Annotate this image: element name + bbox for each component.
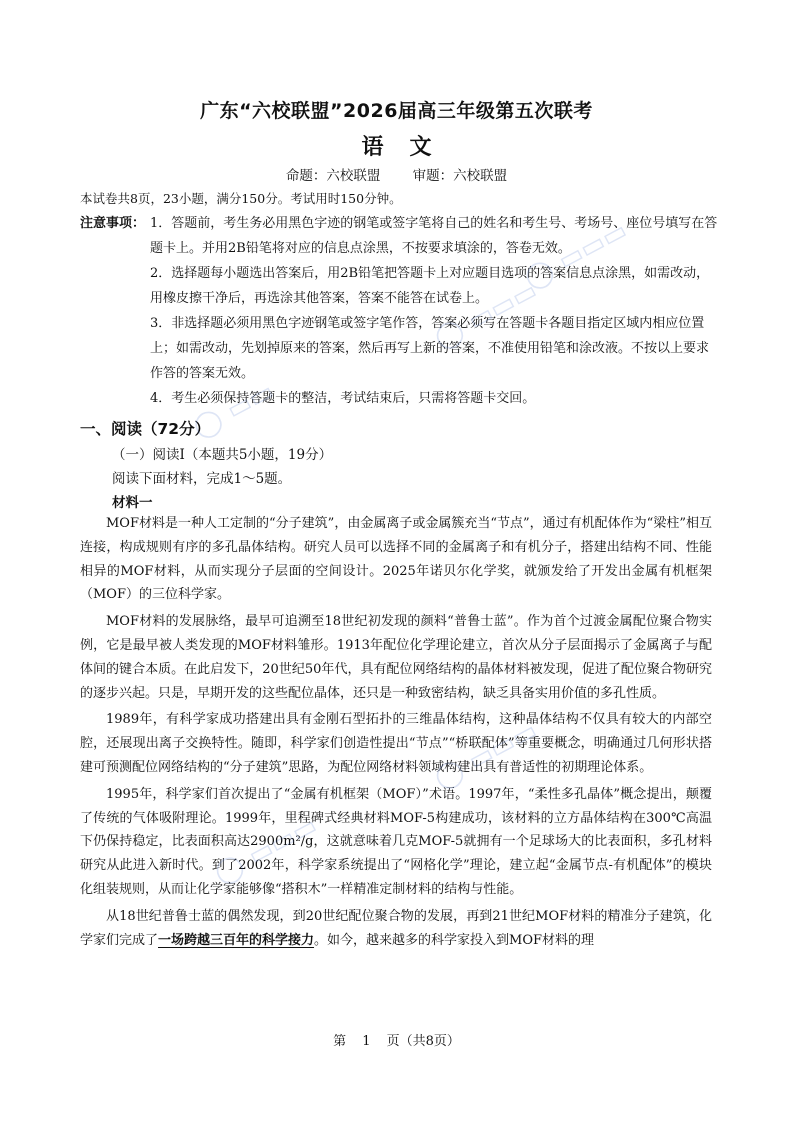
paragraph-text: 从18世纪普鲁士蓝的偶然发现，到20世纪配位聚合物的发展，再到21世纪MOF材料的精准分子建筑，化学家们完成了: [80, 908, 712, 948]
material-label: 材料一: [112, 495, 153, 511]
notice-block: [80, 211, 720, 411]
paragraph: MOF材料的发展脉络，最早可追溯至18世纪初发现的颜料“普鲁士蓝”。作为首个过渡金属配位聚合物实例，它是最早被人类发现的MOF材料雏形。1913年配位化学理论建立，首次从分子层面揭示了金属离子与配体间的键合本质。在此启发下，20世纪50年代，具有配位网络结构的晶体材料被发现，促进了配位聚合物研究的逐步兴起。只是，早期开发的这些配位晶体，还只是一种致密结构，缺乏具备实用价值的多孔性质。: [80, 614, 712, 701]
watermark-stamp: ◯ ▭▭▭: [429, 275, 543, 355]
watermark-stamp: ◯ ▭▭▭: [209, 810, 323, 890]
instruction-text: 阅读下面材料，完成1～5题。: [112, 471, 292, 487]
section-heading: 一、阅读（72分）: [80, 420, 211, 438]
emphasized-phrase: 一场跨越三百年的科学接力: [158, 932, 315, 948]
page-footer: [0, 1030, 793, 1049]
paragraph: MOF材料是一种人工定制的“分子建筑”，由金属离子或金属簇充当“节点”，通过有机配体作为“梁柱”相互连接，构成规则有序的多孔晶体结构。研究人员可以选择不同的金属离子和有机分子，搭建出结构不同、性能相异的MOF材料，从而实现分子层面的空间设计。2025年诺贝尔化学奖，就颁发给了开发出金属有机框架（MOF）的三位科学家。: [80, 516, 712, 603]
watermark-stamp: ◯ ▭▭: [188, 376, 280, 444]
paragraph: [80, 905, 712, 953]
notice-item: 3．非选择题必须用黑色字迹钢笔或签字笔作答，答案必须写在答题卡各题目指定区域内相应位置上；如需改动，先划掉原来的答案，然后再写上新的答案，不准使用铅笔和涂改液。不按以上要求作答的答案无效。: [150, 316, 710, 381]
exam-intro: 本试卷共8页，23小题，满分150分。考试用时150分钟。: [80, 191, 402, 206]
paragraph: 1989年，有科学家成功搭建出具有金刚石型拓扑的三维晶体结构，这种晶体结构不仅具有较大的内部空腔，还展现出离子交换特性。随即，科学家们创造性提出“节点”“桥联配体”等重要概念，明确通过几何形状搭建可预测配位网络结构的“分子建筑”思路，为配位网络材料领域构建出具有普适性的初期理论体系。: [80, 712, 712, 775]
article-body: [80, 512, 712, 952]
notice-item: 4．考生必须保持答题卡的整洁，考试结束后，只需将答题卡交回。: [150, 391, 536, 406]
notice-item: 1．答题前，考生务必用黑色字迹的钢笔或签字笔将自己的姓名和考生号、考场号、座位号填写在答题卡上。并用2B铅笔将对应的信息点涂黑，不按要求填涂的，答卷无效。: [150, 216, 718, 256]
notice-item: 2．选择题每小题选出答案后，用2B铅笔把答题卡上对应题目选项的答案信息点涂黑，如需改动，用橡皮擦干净后，再选涂其他答案，答案不能答在试卷上。: [150, 266, 710, 306]
paragraph-text: 。如今，越来越多的科学家投入到MOF材料的理: [314, 932, 595, 948]
exam-title: 广东“六校联盟”2026届高三年级第五次联考: [200, 100, 593, 122]
watermark-stamp: ◯ ▭▭▭: [519, 215, 633, 295]
footer-prefix: 第: [333, 1034, 347, 1049]
paragraph: 1995年，科学家们首次提出了“金属有机框架（MOF）”术语。1997年，“柔性多孔晶体”概念提出，颠覆了传统的气体吸附理论。1999年，里程碑式经典材料MOF-5构建成功，该材料的立方晶体结构在300℃高温下仍保持稳定，比表面积高达2900m²/g，这就意味着几克MOF-5就拥有一个足球场大的比表面积，多孔材料研究从此进入新时代。到了2002年，科学家系统提出了“网格化学”理论，建立起“金属节点-有机配体”的模块化组装规则，从而让化学家能够像“搭积木”一样精准定制材料的结构与性能。: [80, 786, 712, 897]
notice-label: 注意事项：: [80, 216, 146, 231]
footer-suffix: 页（共8页）: [386, 1034, 460, 1049]
subsection-heading: （一）阅读Ⅰ（本题共5小题，19分）: [112, 447, 333, 463]
authors-line: [0, 164, 793, 184]
subject-title: 语文: [361, 135, 458, 160]
page-number: 1: [362, 1034, 371, 1049]
proposer: 命题：六校联盟: [285, 168, 381, 184]
reviewer: 审题：六校联盟: [412, 168, 508, 184]
watermark-stamp: ◯ ▭▭▭: [429, 715, 543, 795]
